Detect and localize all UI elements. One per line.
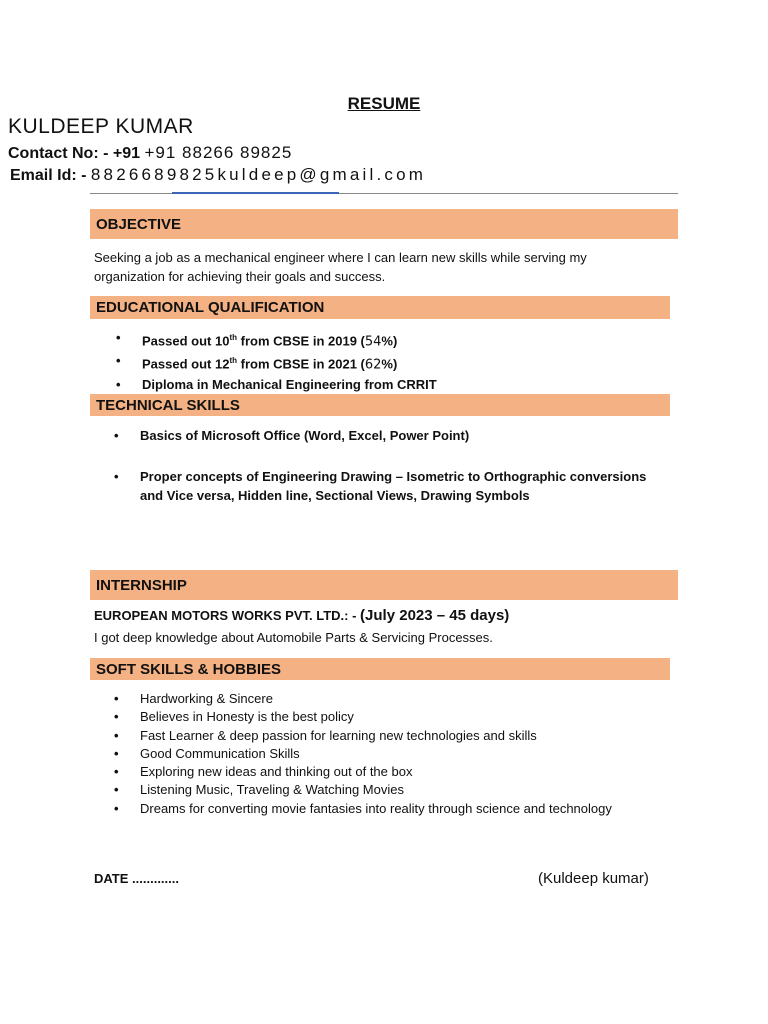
bullet-icon: • bbox=[114, 727, 119, 743]
section-technical-heading: TECHNICAL SKILLS bbox=[90, 394, 670, 416]
list-item: • Listening Music, Traveling & Watching Movies bbox=[114, 781, 612, 799]
objective-line: organization for achieving their goals and success. bbox=[94, 269, 386, 284]
list-item: • Proper concepts of Engineering Drawing – Isometric to Orthographic conversions and Vice versa, Hidden line, Sectional Views, Drawing Symbols bbox=[114, 469, 647, 503]
bullet-icon: • bbox=[114, 782, 119, 798]
bullet-icon: • bbox=[114, 691, 119, 706]
bullet-icon: • bbox=[114, 745, 119, 761]
internship-company: EUROPEAN MOTORS WORKS PVT. LTD. bbox=[94, 608, 345, 623]
section-soft-skills-heading: SOFT SKILLS & HOBBIES bbox=[90, 658, 670, 680]
email-link-underline bbox=[172, 192, 339, 194]
soft-skills-list bbox=[114, 690, 612, 818]
list-item: • Hardworking & Sincere bbox=[114, 690, 612, 708]
objective-line: Seeking a job as a mechanical engineer where I can learn new skills while serving my bbox=[94, 250, 587, 265]
contact-number: +91 88266 89825 bbox=[144, 143, 293, 162]
section-objective-heading: OBJECTIVE bbox=[90, 209, 678, 239]
internship-company-line: EUROPEAN MOTORS WORKS PVT. LTD.: - (July 2023 – 45 days) bbox=[94, 607, 510, 624]
internship-description: I got deep knowledge about Automobile Parts & Servicing Processes. bbox=[94, 630, 493, 645]
section-education-heading: EDUCATIONAL QUALIFICATION bbox=[90, 296, 670, 319]
candidate-name: KULDEEP KUMAR bbox=[8, 115, 194, 138]
bullet-icon: • bbox=[116, 353, 121, 369]
document-title: RESUME bbox=[347, 94, 421, 113]
list-item: • Passed out 12th from CBSE in 2021 (62%) bbox=[116, 353, 398, 373]
email-line bbox=[10, 165, 426, 185]
list-item: • Believes in Honesty is the best policy bbox=[114, 708, 612, 726]
technical-list bbox=[114, 426, 646, 505]
bullet-icon: • bbox=[114, 800, 119, 816]
list-item: • Dreams for converting movie fantasies into reality through science and technology bbox=[114, 800, 612, 818]
list-item: • Good Communication Skills bbox=[114, 745, 612, 763]
bullet-icon: • bbox=[116, 376, 121, 392]
list-item: • Basics of Microsoft Office (Word, Excel, Power Point) bbox=[114, 428, 470, 443]
bullet-icon: • bbox=[114, 709, 119, 725]
internship-duration: (July 2023 – 45 days) bbox=[360, 607, 510, 624]
education-list bbox=[116, 328, 437, 394]
email-label: Email Id: - bbox=[10, 167, 91, 184]
email-address[interactable]: 8826689825kuldeep@gmail.com bbox=[90, 165, 427, 184]
list-item: • Passed out 10th from CBSE in 2019 (54%) bbox=[116, 330, 398, 350]
objective-text bbox=[94, 248, 669, 286]
signature-name: (Kuldeep kumar) bbox=[538, 870, 649, 887]
list-item: • Diploma in Mechanical Engineering from CRRIT bbox=[116, 376, 437, 392]
bullet-icon: • bbox=[114, 764, 119, 780]
contact-line bbox=[8, 143, 292, 163]
bullet-icon: • bbox=[114, 428, 119, 443]
list-item: • Fast Learner & deep passion for learning new technologies and skills bbox=[114, 727, 612, 745]
bullet-icon: • bbox=[114, 469, 119, 484]
section-internship-heading: INTERNSHIP bbox=[90, 570, 678, 600]
contact-label: Contact No: - +91 bbox=[8, 145, 145, 162]
list-item: • Exploring new ideas and thinking out of the box bbox=[114, 763, 612, 781]
bullet-icon: • bbox=[116, 330, 121, 345]
date-field: DATE ............. bbox=[94, 871, 179, 886]
